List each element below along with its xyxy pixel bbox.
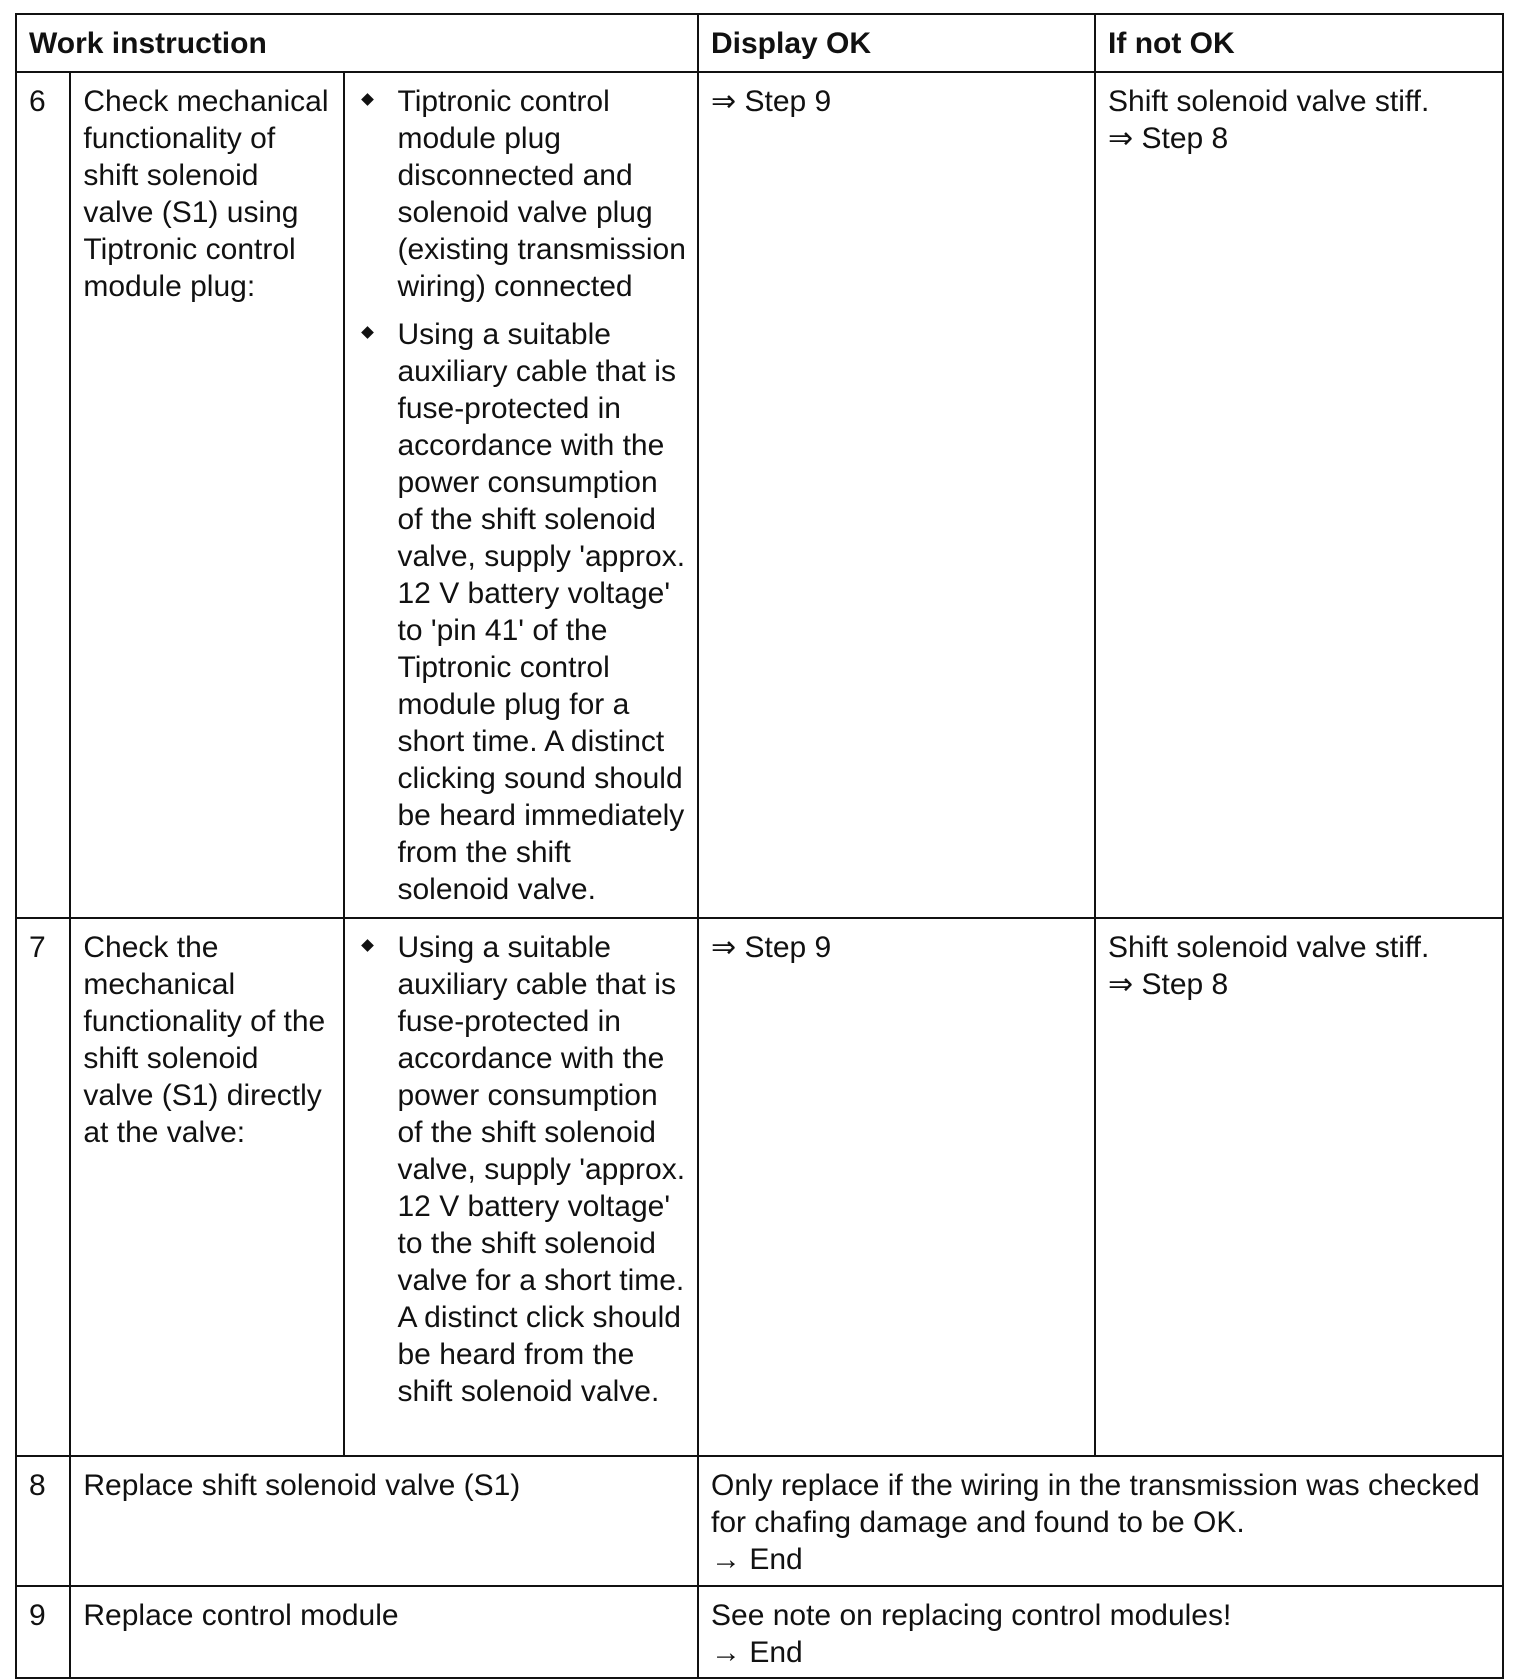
step-number: 9	[16, 1586, 70, 1678]
step-description: Check the mechanical functionality of the shift solenoid valve (S1) directly at the valve:	[70, 918, 344, 1456]
if-not-ok-cell	[1095, 72, 1503, 918]
header-if-not-ok: If not OK	[1095, 14, 1503, 72]
step-description: Check mechanical functionality of shift solenoid valve (S1) using Tiptronic control module plug:	[70, 72, 344, 918]
step-conditions	[344, 72, 698, 918]
header-row	[16, 14, 1503, 72]
work-instruction-table	[15, 13, 1504, 1679]
step-row-6	[16, 72, 1503, 918]
bullet-list	[357, 83, 687, 908]
list-item	[357, 929, 687, 1410]
bullet-text: Using a suitable auxiliary cable that is fuse-protected in accordance with the power consumption of the shift solenoid valve, supply 'approx. 12 V battery voltage' to the shift solenoid valve for a short time. A distinct click should be heard from the shift solenoid valve.	[397, 931, 686, 1408]
step-number: 7	[16, 918, 70, 1456]
if-not-ok-cell	[1095, 918, 1503, 1456]
step-description: Replace control module	[70, 1586, 698, 1678]
note-text: Only replace if the wiring in the transmission was checked for chafing damage and found to be OK.	[711, 1469, 1480, 1539]
display-ok-cell: ⇒ Step 9	[698, 918, 1095, 1456]
list-item	[357, 83, 687, 305]
bullet-list	[357, 929, 687, 1410]
step-number: 6	[16, 72, 70, 918]
if-not-ok-goto: ⇒ Step 8	[1108, 122, 1229, 155]
step-row-8	[16, 1456, 1503, 1586]
display-ok-cell: ⇒ Step 9	[698, 72, 1095, 918]
step-note	[698, 1586, 1503, 1678]
header-display-ok: Display OK	[698, 14, 1095, 72]
step-row-9	[16, 1586, 1503, 1678]
bullet-text: Using a suitable auxiliary cable that is fuse-protected in accordance with the power consumption of the shift solenoid valve, supply 'approx. 12 V battery voltage' to 'pin 41' of the Tiptronic control module plug for a short time. A distinct clicking sound should be heard immediately from the shift solenoid valve.	[397, 318, 686, 906]
step-note	[698, 1456, 1503, 1586]
if-not-ok-text: Shift solenoid valve stiff.	[1108, 85, 1430, 118]
diamond-bullet-icon	[362, 939, 375, 952]
header-work-instruction: Work instruction	[16, 14, 698, 72]
note-text: See note on replacing control modules!	[711, 1599, 1232, 1632]
step-row-7	[16, 918, 1503, 1456]
diamond-bullet-icon	[362, 326, 375, 339]
note-goto: → End	[711, 1543, 803, 1576]
list-item	[357, 316, 687, 908]
step-number: 8	[16, 1456, 70, 1586]
diamond-bullet-icon	[362, 93, 375, 106]
note-goto: → End	[711, 1636, 803, 1669]
bullet-text: Tiptronic control module plug disconnected and solenoid valve plug (existing transmission wiring) connected	[397, 85, 686, 303]
step-description: Replace shift solenoid valve (S1)	[70, 1456, 698, 1586]
step-conditions	[344, 918, 698, 1456]
if-not-ok-goto: ⇒ Step 8	[1108, 968, 1229, 1001]
if-not-ok-text: Shift solenoid valve stiff.	[1108, 931, 1430, 964]
